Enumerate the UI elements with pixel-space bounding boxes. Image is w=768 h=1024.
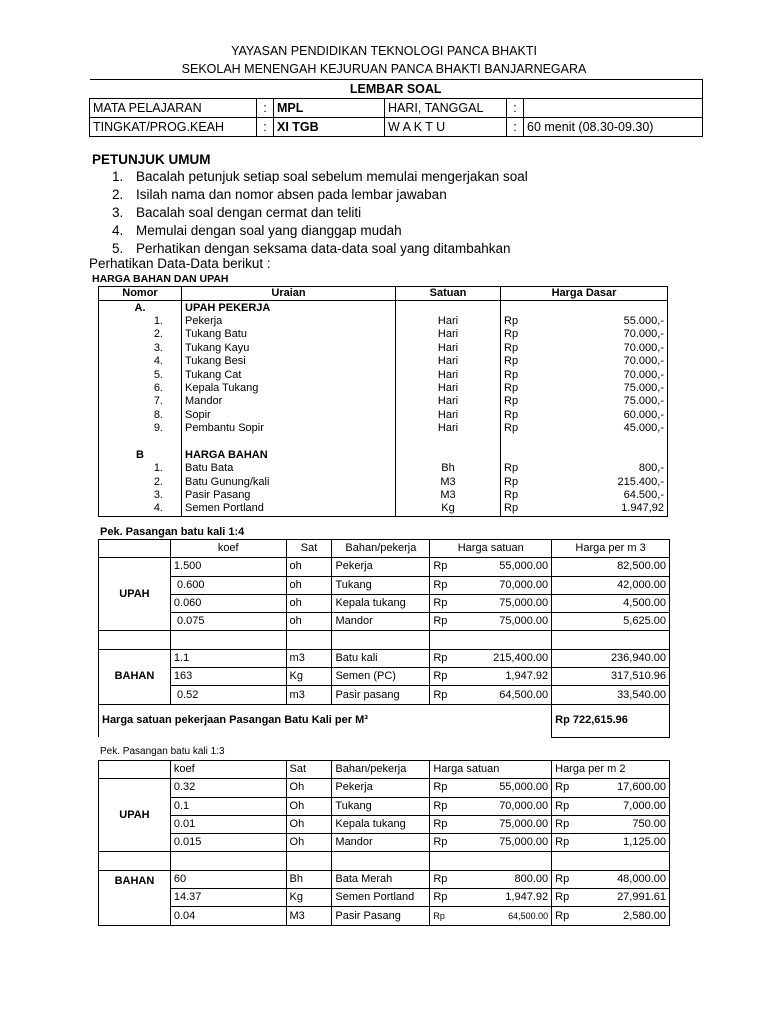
item-price: Rp 70.000,- [501,355,668,368]
table-row [99,368,668,381]
table-row [99,502,668,516]
unit-cell: Oh [286,797,332,815]
list-item: 4. Memulai dengan soal yang dianggap mudah [112,223,402,238]
waktu-value: 60 menit (08.30-09.30) [524,118,703,137]
total-cell: Rp 27,991.61 [552,889,670,907]
total-cell: Rp 2,580.00 [552,907,670,925]
koef-cell: 0.04 [170,907,286,925]
item-price: Rp 70.000,- [501,342,668,355]
petunjuk-list [112,168,528,258]
total-cell: 5,625.00 [552,613,670,631]
material-cell: Semen (PC) [332,668,430,686]
material-cell: Kepala tukang [332,594,430,612]
item-price: Rp 70.000,- [501,328,668,341]
item-number: 1. [99,462,182,475]
item-name: Mandor [182,395,396,408]
table-cell [182,435,396,448]
unit-cell: Bh [286,870,332,888]
table-cell [501,301,668,315]
unit-price-cell: Rp 64,500.00 [430,907,552,925]
table-cell [99,631,171,649]
table-row [99,815,670,833]
table-row [99,475,668,488]
table-row [99,328,668,341]
column-header: koef [170,540,286,558]
bahan-label: BAHAN [99,649,171,704]
column-header: Bahan/pekerja [332,761,430,779]
pek2-table [98,760,670,926]
table-row [99,613,670,631]
column-header: Uraian [182,287,396,301]
koef-cell: 14.37 [170,889,286,907]
tingkat-label: TINGKAT/PROG.KEAH [90,118,257,137]
koef-cell: 0.015 [170,834,286,852]
item-unit: M3 [396,475,501,488]
total-row [99,704,670,737]
item-number: 2. [99,328,182,341]
table-cell [332,631,430,649]
school-foundation-name: YAYASAN PENDIDIKAN TEKNOLOGI PANCA BHAKTI [231,44,537,58]
header-row [99,761,670,779]
total-cell: Rp 48,000.00 [552,870,670,888]
unit-cell: oh [286,594,332,612]
unit-price-cell: Rp 75,000.00 [430,613,552,631]
column-header: Harga satuan [430,761,552,779]
material-cell: Kepala tukang [332,815,430,833]
pek2-title: Pek. Pasangan batu kali 1:3 [100,746,225,757]
mapel-label: MATA PELAJARAN [90,99,257,118]
unit-price-cell: Rp 64,500.00 [430,686,552,704]
table-cell [396,449,501,462]
table-cell [332,852,430,870]
material-cell: Pekerja [332,779,430,797]
item-unit: Kg [396,502,501,516]
table-row [99,558,670,576]
pek1-title: Pek. Pasangan batu kali 1:4 [100,526,245,538]
hari-label: HARI, TANGGAL [385,99,507,118]
material-cell: Mandor [332,613,430,631]
unit-cell: oh [286,613,332,631]
table-row [99,797,670,815]
table-cell [99,761,171,779]
unit-cell: oh [286,576,332,594]
list-item: 2. Isilah nama dan nomor absen pada lembar jawaban [112,187,447,202]
pek1-table [98,539,670,738]
upah-label: UPAH [99,558,171,631]
koef-cell: 0.075 [170,613,286,631]
table-cell [286,631,332,649]
unit-price-cell: Rp 55,000.00 [430,779,552,797]
material-cell: Mandor [332,834,430,852]
table-row [99,422,668,435]
table-row [99,594,670,612]
item-unit: Hari [396,315,501,328]
material-cell: Pasir pasang [332,686,430,704]
total-cell: 33,540.00 [552,686,670,704]
table-cell [552,631,670,649]
colon: : [257,118,274,137]
table-cell [430,852,552,870]
total-cell: 4,500.00 [552,594,670,612]
table-row [99,834,670,852]
column-header: Sat [286,761,332,779]
column-header: Harga per m 2 [552,761,670,779]
unit-price-cell: Rp 800.00 [430,870,552,888]
table-row [99,409,668,422]
table-row [99,489,668,502]
item-unit: Hari [396,409,501,422]
item-price: Rp 60.000,- [501,409,668,422]
material-cell: Tukang [332,576,430,594]
material-cell: Pekerja [332,558,430,576]
item-number: 5. [99,368,182,381]
item-number: 4. [99,502,182,516]
koef-cell: 0.060 [170,594,286,612]
table-cell [99,540,171,558]
item-price: Rp 75.000,- [501,382,668,395]
table-cell [501,449,668,462]
item-price: Rp 1.947,92 [501,502,668,516]
colon: : [507,118,524,137]
table-cell [552,852,670,870]
column-header: Harga satuan [430,540,552,558]
list-item: 1. Bacalah petunjuk setiap soal sebelum memulai mengerjakan soal [112,169,528,184]
item-number: 1. [99,315,182,328]
table-cell [430,631,552,649]
koef-cell: 1.500 [170,558,286,576]
item-number: 8. [99,409,182,422]
material-cell: Pasir Pasang [332,907,430,925]
item-number: 9. [99,422,182,435]
unit-cell: Kg [286,889,332,907]
unit-price-cell: Rp 70,000.00 [430,797,552,815]
item-name: Pekerja [182,315,396,328]
item-unit: Hari [396,422,501,435]
total-cell: 236,940.00 [552,649,670,667]
item-unit: Hari [396,395,501,408]
item-unit: Hari [396,355,501,368]
item-price: Rp 55.000,- [501,315,668,328]
harga-bahan-table [98,286,668,517]
unit-cell: m3 [286,686,332,704]
table-row [99,870,670,888]
item-name: Tukang Cat [182,368,396,381]
column-header: Harga Dasar [501,287,668,301]
header-row [99,540,670,558]
total-cell: Rp 7,000.00 [552,797,670,815]
table-cell [396,435,501,448]
koef-cell: 0.600 [170,576,286,594]
total-cell: Rp 17,600.00 [552,779,670,797]
table-row [99,382,668,395]
harga-bahan-title: HARGA BAHAN DAN UPAH [92,273,229,285]
perhatikan-text: Perhatikan Data-Data berikut : [89,256,271,271]
mapel-value: MPL [274,99,385,118]
list-item: 5. Perhatikan dengan seksama data-data soal yang ditambahkan [112,241,511,256]
table-row [99,462,668,475]
colon: : [257,99,274,118]
unit-cell: m3 [286,649,332,667]
table-row [99,889,670,907]
koef-cell: 0.01 [170,815,286,833]
spacer-row [99,852,670,870]
table-cell [396,301,501,315]
unit-price-cell: Rp 75,000.00 [430,594,552,612]
total-cell: 82,500.00 [552,558,670,576]
harga-bahan-body [99,301,668,516]
item-unit: Hari [396,328,501,341]
section-number: A. [99,301,182,315]
unit-cell: Kg [286,668,332,686]
item-price: Rp 215.400,- [501,475,668,488]
item-name: Batu Bata [182,462,396,475]
document-title: LEMBAR SOAL [90,80,703,99]
koef-cell: 163 [170,668,286,686]
section-label: UPAH PEKERJA [182,301,396,315]
item-number: 7. [99,395,182,408]
item-name: Kepala Tukang [182,382,396,395]
unit-price-cell: Rp 1,947.92 [430,668,552,686]
item-name: Sopir [182,409,396,422]
unit-price-cell: Rp 70,000.00 [430,576,552,594]
koef-cell: 1.1 [170,649,286,667]
table-row [99,576,670,594]
table-row [99,315,668,328]
item-number: 6. [99,382,182,395]
total-cell: 42,000.00 [552,576,670,594]
unit-price-cell: Rp 75,000.00 [430,834,552,852]
table-cell [99,435,182,448]
koef-cell: 0.1 [170,797,286,815]
total-value: Rp 722,615.96 [552,704,670,737]
item-name: Pasir Pasang [182,489,396,502]
material-cell: Bata Merah [332,870,430,888]
unit-price-cell: Rp 215,400.00 [430,649,552,667]
school-name: SEKOLAH MENENGAH KEJURUAN PANCA BHAKTI BANJARNEGARA [181,62,587,76]
column-header: Satuan [396,287,501,301]
total-cell: Rp 750.00 [552,815,670,833]
table-cell [99,852,171,870]
item-price: Rp 800,- [501,462,668,475]
item-name: Batu Gunung/kali [182,475,396,488]
column-header: Harga per m 3 [552,540,670,558]
column-header: Nomor [99,287,182,301]
item-name: Pembantu Sopir [182,422,396,435]
koef-cell: 0.32 [170,779,286,797]
item-number: 4. [99,355,182,368]
upah-label: UPAH [99,779,171,852]
section-label: HARGA BAHAN [182,449,396,462]
petunjuk-title: PETUNJUK UMUM [92,152,211,167]
table-cell [501,435,668,448]
section-row [99,301,668,315]
table-cell [170,852,286,870]
section-row [99,449,668,462]
table-row [99,395,668,408]
table-row [99,779,670,797]
unit-price-cell: Rp 75,000.00 [430,815,552,833]
table-row [99,668,670,686]
material-cell: Batu kali [332,649,430,667]
item-unit: Hari [396,342,501,355]
exam-info-table [89,79,703,137]
item-price: Rp 64.500,- [501,489,668,502]
unit-cell: Oh [286,834,332,852]
item-number: 2. [99,475,182,488]
spacer-row [99,435,668,448]
spacer-row [99,631,670,649]
table-row [99,686,670,704]
list-item: 3. Bacalah soal dengan cermat dan teliti [112,205,362,220]
hari-value [524,99,703,118]
koef-cell: 0.52 [170,686,286,704]
material-cell: Tukang [332,797,430,815]
item-number: 3. [99,342,182,355]
material-cell: Semen Portland [332,889,430,907]
colon: : [507,99,524,118]
koef-cell: 60 [170,870,286,888]
tingkat-value: XI TGB [274,118,385,137]
total-cell: 317,510.96 [552,668,670,686]
unit-cell: M3 [286,907,332,925]
item-name: Tukang Kayu [182,342,396,355]
table-row [99,342,668,355]
item-price: Rp 45.000,- [501,422,668,435]
item-number: 3. [99,489,182,502]
unit-cell: Oh [286,779,332,797]
item-unit: M3 [396,489,501,502]
unit-price-cell: Rp 55,000.00 [430,558,552,576]
total-label: Harga satuan pekerjaan Pasangan Batu Kali per M³ [99,704,552,737]
item-name: Tukang Besi [182,355,396,368]
item-price: Rp 75.000,- [501,395,668,408]
item-unit: Hari [396,368,501,381]
item-name: Semen Portland [182,502,396,516]
table-cell [286,852,332,870]
unit-cell: oh [286,558,332,576]
column-header: Bahan/pekerja [332,540,430,558]
section-number: B [99,449,182,462]
item-unit: Hari [396,382,501,395]
column-header: Sat [286,540,332,558]
table-row [99,355,668,368]
total-cell: Rp 1,125.00 [552,834,670,852]
table-cell [170,631,286,649]
waktu-label: W A K T U [385,118,507,137]
bahan-label: BAHAN [99,870,171,925]
table-row [99,907,670,925]
unit-cell: Oh [286,815,332,833]
unit-price-cell: Rp 1,947.92 [430,889,552,907]
item-price: Rp 70.000,- [501,368,668,381]
item-unit: Bh [396,462,501,475]
column-header: koef [170,761,286,779]
table-row [99,649,670,667]
item-name: Tukang Batu [182,328,396,341]
